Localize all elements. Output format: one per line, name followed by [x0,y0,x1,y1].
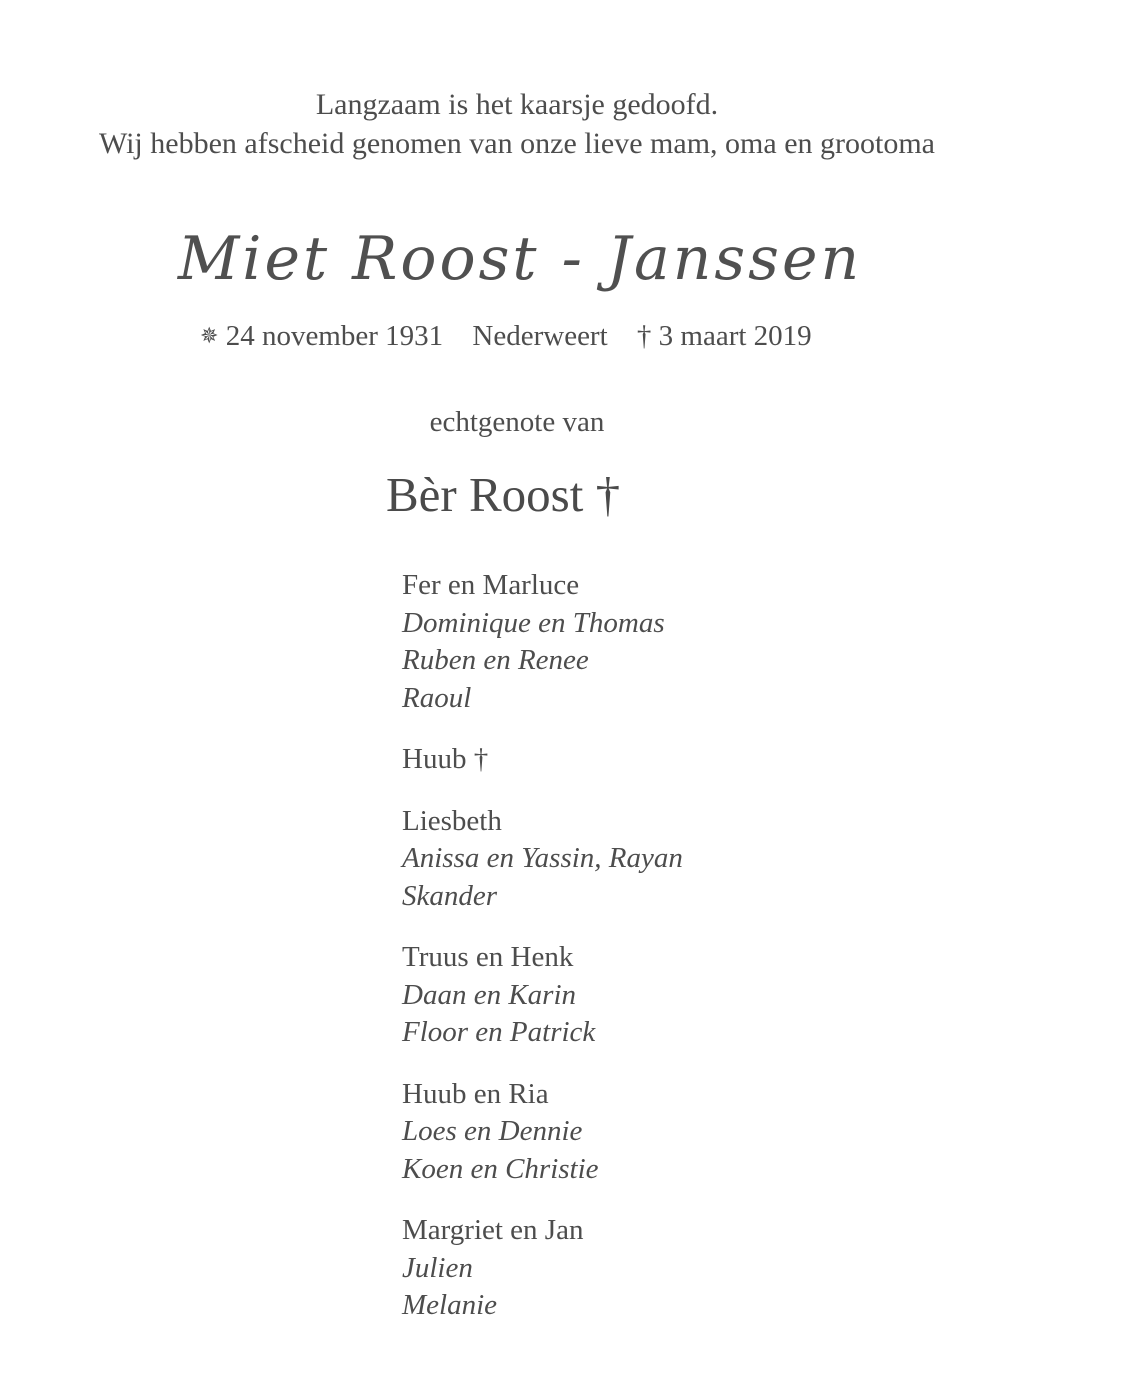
family-grandchildren: Floor en Patrick [402,1016,596,1048]
intro-line-2: Wij hebben afscheid genomen van onze lieve mam, oma en grootoma [98,127,935,160]
family-parents: Truus en Henk [402,941,574,973]
family-grandchildren: Raoul [402,681,472,714]
deceased-name: Miet Roost - Janssen [177,224,863,294]
birth-place: Nederweert [472,320,608,352]
family-parents: Huub † [402,743,489,775]
family-grandchildren: Anissa en Yassin, Rayan [402,842,683,874]
family-group [402,567,683,717]
family-group [402,939,683,1052]
family-group [402,803,683,916]
death-cross-icon: † [636,320,652,352]
family-grandchildren: Melanie [402,1289,498,1321]
birth-date: 24 november 1931 [225,320,444,352]
family-grandchildren: Daan en Karin [402,978,576,1011]
family-parents: Margriet en Jan [402,1214,584,1246]
family-grandchildren: Ruben en Renee [402,644,589,676]
spouse-label: echtgenote van [429,406,605,438]
family-parents: Huub en Ria [402,1077,549,1110]
family-group [402,1212,683,1325]
spouse-name: Bèr Roost † [386,467,621,522]
family-group [402,741,683,779]
death-date: 3 maart 2019 [658,320,812,352]
intro-line-1: Langzaam is het kaarsje gedoofd. [315,88,719,121]
life-dates [200,318,812,356]
family-group [402,1076,683,1189]
birth-star-icon: ✵ [200,323,219,348]
family-grandchildren: Koen en Christie [402,1152,599,1185]
family-list [402,567,683,1349]
family-parents: Fer en Marluce [402,569,580,601]
family-grandchildren: Julien [402,1251,473,1284]
family-grandchildren: Skander [402,879,498,912]
family-parents: Liesbeth [402,804,502,837]
family-grandchildren: Loes en Dennie [402,1115,583,1147]
family-grandchildren: Dominique en Thomas [402,606,665,639]
